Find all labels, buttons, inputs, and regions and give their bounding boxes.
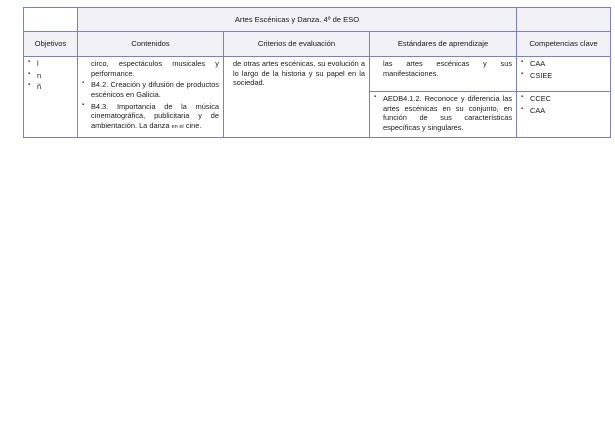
- header-competencias: Competencias clave: [517, 32, 611, 57]
- competencias-bottom: [517, 92, 610, 119]
- table-header-row: [24, 32, 611, 57]
- competencia-item: ▪ CCEC: [521, 94, 606, 104]
- competencia-item: ▪ CAA: [521, 59, 606, 69]
- table-title: Artes Escénicas y Danza. 4º de ESO: [78, 8, 517, 32]
- contenido-item: ▪ B4.2. Creación y difusión de productos escénicos en Galicia.: [82, 80, 219, 99]
- competencia-item: ▪ CAA: [521, 106, 606, 116]
- competencias-cell: [517, 57, 611, 138]
- objetivos-cell: [24, 57, 78, 138]
- table-title-row: [24, 8, 611, 32]
- contenidos-list: [82, 59, 219, 131]
- objetivo-item: ▪ ñ: [28, 82, 73, 92]
- objetivo-item: ▪ l: [28, 59, 73, 69]
- estandar-bottom: [370, 92, 516, 137]
- criterio-text: de otras artes escénicas, su evolución a lo largo de la historia y su papel en la sociedad.: [233, 59, 365, 88]
- objetivo-item: ▪ n: [28, 71, 73, 81]
- header-contenidos: Contenidos: [78, 32, 224, 57]
- contenido-item: [82, 102, 219, 132]
- competencias-list: [521, 94, 606, 115]
- table-row: [24, 57, 611, 138]
- contenidos-cell: [78, 57, 224, 138]
- header-objetivos: Objetivos: [24, 32, 78, 57]
- header-criterios: Criterios de evaluación: [224, 32, 370, 57]
- competencias-list: [521, 59, 606, 80]
- criterios-cell: [224, 57, 370, 138]
- contenido-item: [82, 59, 219, 78]
- estandar-top: [370, 57, 516, 92]
- competencia-item: ▪ CSIEE: [521, 71, 606, 81]
- table-title-filler: [517, 8, 611, 32]
- curriculum-table: [23, 7, 611, 138]
- estandar-item: ▪ AEDB4.1.2. Reconoce y diferencia las artes escénicas en su conjunto, en función de sus características específicas y singulares.: [374, 94, 512, 133]
- contenido-text: circo, espectáculos musicales y performance.: [91, 59, 219, 78]
- objetivos-list: [28, 59, 73, 92]
- contenido-small-text: en el: [171, 123, 184, 130]
- estandares-list: [374, 94, 512, 133]
- contenido-text: B4.3. Importancia de la música cinematográfica, publicitaria y de ambientación. La danza: [91, 101, 219, 130]
- estandares-cell: [370, 57, 517, 138]
- contenido-text-end: cine.: [185, 120, 202, 130]
- table-corner-cell: [24, 8, 78, 32]
- header-estandares: Estándares de aprendizaje: [370, 32, 517, 57]
- estandar-text: las artes escénicas y sus manifestaciones.: [383, 59, 513, 78]
- competencias-top: [517, 57, 610, 92]
